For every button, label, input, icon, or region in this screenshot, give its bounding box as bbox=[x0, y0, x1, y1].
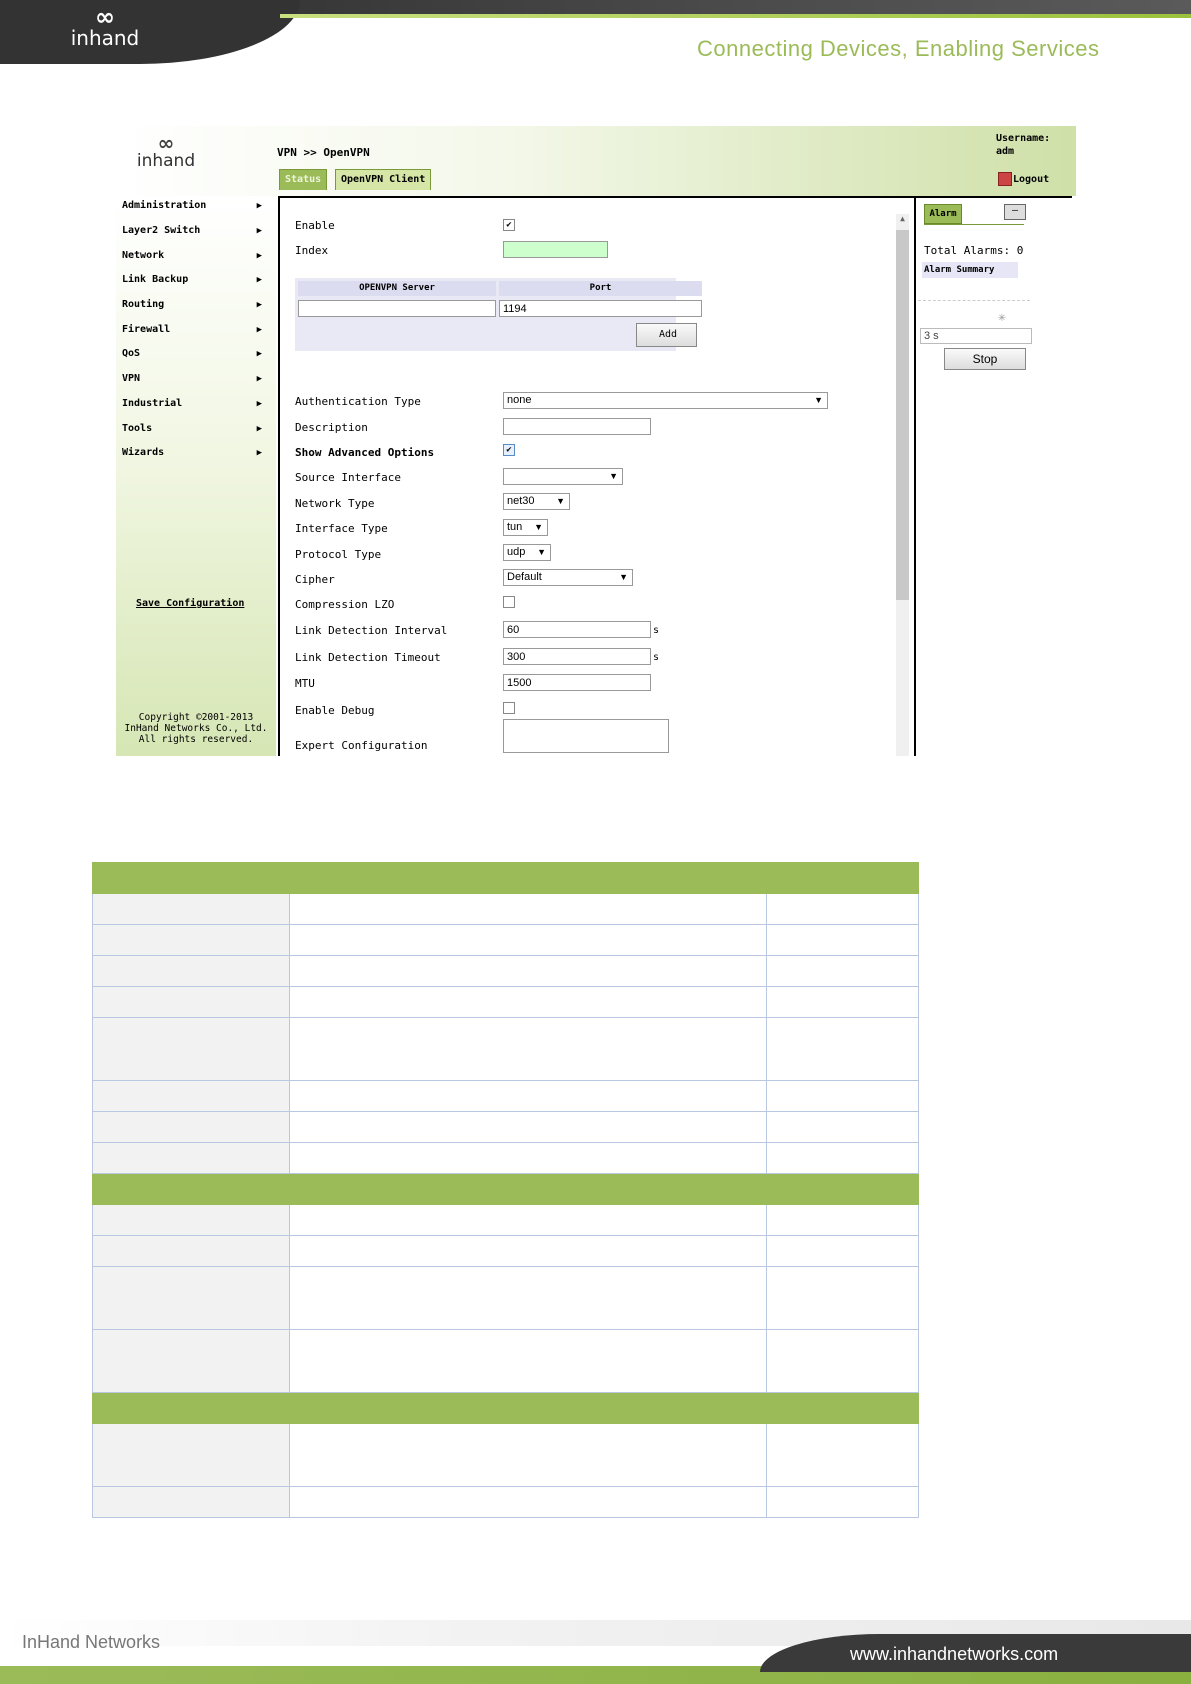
table-section-row bbox=[93, 1393, 919, 1424]
table-row bbox=[93, 1236, 919, 1267]
router-web-ui bbox=[116, 126, 1076, 756]
enable-label: Enable bbox=[295, 219, 335, 232]
document-footer bbox=[0, 1620, 1191, 1684]
sidebar-item-vpn[interactable] bbox=[122, 370, 262, 388]
protocol-type-select[interactable] bbox=[503, 544, 551, 561]
debug-checkbox[interactable] bbox=[503, 702, 515, 714]
table-cell bbox=[290, 1018, 767, 1081]
table-cell bbox=[290, 1143, 767, 1174]
source-interface-select[interactable] bbox=[503, 468, 623, 485]
server-column-header: OPENVPN Server bbox=[298, 281, 496, 296]
checkmark-icon: ✔ bbox=[506, 445, 512, 455]
table-cell bbox=[93, 1487, 290, 1518]
interface-type-value: tun bbox=[507, 521, 523, 533]
footer-company: InHand Networks bbox=[22, 1632, 161, 1652]
sidebar-item-label: Layer2 Switch bbox=[122, 225, 201, 236]
logo-mark-icon: ∞ bbox=[95, 3, 115, 31]
parameter-table bbox=[92, 862, 919, 1518]
mtu-input[interactable]: 1500 bbox=[503, 674, 651, 691]
enable-checkbox[interactable] bbox=[503, 219, 515, 231]
sidebar-item-layer2-switch[interactable] bbox=[122, 222, 262, 240]
logout-button[interactable] bbox=[998, 172, 1049, 186]
table-cell bbox=[93, 987, 290, 1018]
table-row bbox=[93, 925, 919, 956]
link-interval-input[interactable]: 60 bbox=[503, 621, 651, 638]
total-alarms: Total Alarms: 0 bbox=[924, 244, 1024, 257]
port-input[interactable]: 1194 bbox=[499, 300, 702, 317]
table-row bbox=[93, 1081, 919, 1112]
sidebar-item-tools[interactable] bbox=[122, 420, 262, 438]
table-cell bbox=[93, 1081, 290, 1112]
minimize-icon[interactable]: — bbox=[1004, 204, 1026, 220]
arrow-right-icon: ▶ bbox=[256, 374, 262, 384]
table-cell bbox=[93, 1330, 290, 1393]
table-cell bbox=[290, 1424, 767, 1487]
link-timeout-input[interactable]: 300 bbox=[503, 648, 651, 665]
seconds-unit: s bbox=[653, 625, 660, 636]
arrow-right-icon: ▶ bbox=[256, 349, 262, 359]
stop-button[interactable]: Stop bbox=[944, 348, 1026, 370]
logout-icon bbox=[998, 172, 1012, 186]
table-section-cell bbox=[93, 1393, 919, 1424]
description-input[interactable] bbox=[503, 418, 651, 435]
table-header-cell bbox=[766, 863, 918, 894]
dropdown-arrow-icon: ▼ bbox=[609, 471, 618, 481]
expert-textarea[interactable] bbox=[503, 719, 669, 753]
seconds-unit: s bbox=[653, 652, 660, 663]
index-label: Index bbox=[295, 244, 329, 257]
tab-openvpn-client[interactable]: OpenVPN Client bbox=[335, 169, 431, 190]
table-cell bbox=[93, 956, 290, 987]
footer-url: www.inhandnetworks.com bbox=[850, 1644, 1059, 1664]
table-cell bbox=[93, 1236, 290, 1267]
description-label: Description bbox=[295, 421, 368, 434]
tagline: Connecting Devices, Enabling Services bbox=[697, 36, 1100, 61]
table-header-cell bbox=[290, 863, 767, 894]
sidebar-item-label: Routing bbox=[122, 299, 165, 310]
server-input[interactable] bbox=[298, 300, 496, 317]
auth-type-label: Authentication Type bbox=[295, 395, 421, 408]
sidebar-item-label: QoS bbox=[122, 348, 141, 359]
network-type-value: net30 bbox=[507, 495, 535, 507]
tab-status[interactable]: Status bbox=[279, 169, 327, 190]
compression-checkbox[interactable] bbox=[503, 596, 515, 608]
network-type-label: Network Type bbox=[295, 497, 375, 510]
table-cell bbox=[766, 1205, 918, 1236]
table-cell bbox=[93, 925, 290, 956]
cipher-select[interactable] bbox=[503, 569, 633, 586]
table-cell bbox=[290, 1205, 767, 1236]
sidebar-item-industrial[interactable] bbox=[122, 395, 262, 413]
table-cell bbox=[766, 1018, 918, 1081]
copyright-line: InHand Networks Co., Ltd. bbox=[124, 723, 268, 734]
table-cell bbox=[290, 956, 767, 987]
sidebar-item-administration[interactable] bbox=[122, 197, 262, 215]
table-cell bbox=[93, 894, 290, 925]
table-cell bbox=[766, 1081, 918, 1112]
scroll-up-icon[interactable]: ▲ bbox=[900, 214, 905, 223]
divider bbox=[924, 224, 1024, 225]
sidebar-item-qos[interactable] bbox=[122, 345, 262, 363]
arrow-right-icon: ▶ bbox=[256, 201, 262, 211]
alarm-summary-link[interactable]: Alarm Summary bbox=[922, 262, 1018, 278]
username-value: adm bbox=[996, 146, 1015, 157]
add-button[interactable]: Add bbox=[636, 323, 697, 347]
dropdown-arrow-icon: ▼ bbox=[534, 522, 543, 532]
logout-label: Logout bbox=[1013, 174, 1050, 185]
sidebar-item-routing[interactable] bbox=[122, 296, 262, 314]
mtu-label: MTU bbox=[295, 677, 315, 690]
user-info bbox=[996, 132, 1050, 158]
sidebar-item-link-backup[interactable] bbox=[122, 271, 262, 289]
sidebar-item-label: VPN bbox=[122, 373, 141, 384]
sidebar-item-label: Tools bbox=[122, 423, 153, 434]
arrow-right-icon: ▶ bbox=[256, 399, 262, 409]
header-green-stripe bbox=[280, 14, 1191, 18]
sidebar-item-label: Industrial bbox=[122, 398, 183, 409]
port-column-header: Port bbox=[499, 281, 702, 296]
logo-text: inhand bbox=[70, 26, 140, 50]
interface-type-label: Interface Type bbox=[295, 522, 388, 535]
dropdown-arrow-icon: ▼ bbox=[537, 547, 546, 557]
auth-type-value: none bbox=[507, 394, 532, 406]
expert-label: Expert Configuration bbox=[295, 739, 428, 752]
table-row bbox=[93, 1143, 919, 1174]
table-header-cell bbox=[93, 863, 290, 894]
table-cell bbox=[93, 1112, 290, 1143]
loading-spinner-icon: ✳ bbox=[998, 310, 1006, 325]
table-cell bbox=[93, 1018, 290, 1081]
table-cell bbox=[766, 894, 918, 925]
table-row bbox=[93, 1267, 919, 1330]
table-cell bbox=[766, 1267, 918, 1330]
table-cell bbox=[290, 925, 767, 956]
table-cell bbox=[766, 1112, 918, 1143]
arrow-right-icon: ▶ bbox=[256, 325, 262, 335]
protocol-type-label: Protocol Type bbox=[295, 548, 382, 561]
copyright-line: Copyright ©2001-2013 bbox=[138, 712, 254, 723]
debug-label: Enable Debug bbox=[295, 704, 375, 717]
arrow-right-icon: ▶ bbox=[256, 251, 262, 261]
dropdown-arrow-icon: ▼ bbox=[556, 496, 565, 506]
table-cell bbox=[290, 894, 767, 925]
arrow-right-icon: ▶ bbox=[256, 424, 262, 434]
table-cell bbox=[93, 1143, 290, 1174]
table-cell bbox=[290, 1236, 767, 1267]
table-cell bbox=[766, 925, 918, 956]
header-dark-shape bbox=[0, 0, 300, 64]
show-advanced-checkbox[interactable] bbox=[503, 444, 515, 456]
link-interval-label: Link Detection Interval bbox=[295, 624, 448, 637]
link-timeout-label: Link Detection Timeout bbox=[295, 651, 441, 664]
table-cell bbox=[290, 1081, 767, 1112]
sidebar-item-label: Network bbox=[122, 250, 165, 261]
breadcrumb: VPN >> OpenVPN bbox=[277, 146, 370, 159]
ui-top-banner bbox=[116, 126, 1076, 196]
cipher-label: Cipher bbox=[295, 573, 335, 586]
sidebar-item-label: Wizards bbox=[122, 447, 165, 458]
arrow-right-icon: ▶ bbox=[256, 300, 262, 310]
table-row bbox=[93, 956, 919, 987]
document-header bbox=[0, 0, 1191, 70]
sidebar-item-network[interactable] bbox=[122, 247, 262, 265]
table-row bbox=[93, 1424, 919, 1487]
arrow-right-icon: ▶ bbox=[256, 226, 262, 236]
ui-logo-mark-icon: ∞ bbox=[157, 131, 175, 155]
ui-logo bbox=[136, 131, 196, 171]
dropdown-arrow-icon: ▼ bbox=[814, 395, 823, 405]
copyright bbox=[116, 712, 276, 745]
network-type-select[interactable] bbox=[503, 493, 570, 510]
table-cell bbox=[290, 1267, 767, 1330]
scrollbar-thumb[interactable] bbox=[896, 230, 909, 600]
table-cell bbox=[93, 1424, 290, 1487]
table-header-row bbox=[93, 863, 919, 894]
sidebar-item-firewall[interactable] bbox=[122, 321, 262, 339]
table-row bbox=[93, 1330, 919, 1393]
arrow-right-icon: ▶ bbox=[256, 275, 262, 285]
checkmark-icon: ✔ bbox=[506, 220, 512, 230]
sidebar bbox=[116, 196, 276, 756]
table-cell bbox=[766, 1143, 918, 1174]
table-row bbox=[93, 1487, 919, 1518]
auth-type-select[interactable] bbox=[503, 392, 828, 409]
table-cell bbox=[766, 1424, 918, 1487]
table-cell bbox=[290, 1112, 767, 1143]
index-input[interactable] bbox=[503, 241, 608, 258]
compression-label: Compression LZO bbox=[295, 598, 395, 611]
table-cell bbox=[766, 956, 918, 987]
protocol-type-value: udp bbox=[507, 546, 526, 558]
main-area bbox=[278, 196, 1072, 756]
table-row bbox=[93, 1112, 919, 1143]
table-cell bbox=[93, 1267, 290, 1330]
dropdown-arrow-icon: ▼ bbox=[619, 572, 628, 582]
ui-logo-text: inhand bbox=[136, 151, 196, 171]
openvpn-client-form bbox=[278, 198, 916, 756]
table-cell bbox=[766, 1487, 918, 1518]
table-cell bbox=[290, 1487, 767, 1518]
divider bbox=[918, 300, 1030, 301]
source-interface-label: Source Interface bbox=[295, 471, 401, 484]
show-advanced-label: Show Advanced Options bbox=[295, 446, 435, 459]
username-label: Username: bbox=[996, 133, 1051, 144]
arrow-right-icon: ▶ bbox=[256, 448, 262, 458]
save-configuration-link[interactable]: Save Configuration bbox=[136, 598, 245, 609]
sidebar-item-label: Administration bbox=[122, 200, 207, 211]
interface-type-select[interactable] bbox=[503, 519, 548, 536]
sidebar-item-label: Firewall bbox=[122, 324, 171, 335]
refresh-interval-select[interactable]: 3 s bbox=[920, 328, 1032, 344]
table-section-cell bbox=[93, 1174, 919, 1205]
table-row bbox=[93, 894, 919, 925]
sidebar-item-label: Link Backup bbox=[122, 274, 189, 285]
copyright-line: All rights reserved. bbox=[138, 734, 254, 745]
table-cell bbox=[290, 1330, 767, 1393]
table-section-row bbox=[93, 1174, 919, 1205]
table-cell bbox=[766, 1236, 918, 1267]
cipher-value: Default bbox=[507, 571, 542, 583]
table-row bbox=[93, 1205, 919, 1236]
table-cell bbox=[290, 987, 767, 1018]
table-cell bbox=[766, 1330, 918, 1393]
openvpn-server-table bbox=[295, 278, 676, 351]
sidebar-item-wizards[interactable] bbox=[122, 444, 262, 462]
table-row bbox=[93, 987, 919, 1018]
table-row bbox=[93, 1018, 919, 1081]
alarm-panel bbox=[916, 198, 1072, 756]
alarm-tab[interactable]: Alarm bbox=[924, 204, 962, 224]
inhand-logo bbox=[70, 3, 140, 54]
table-cell bbox=[766, 987, 918, 1018]
table-cell bbox=[93, 1205, 290, 1236]
